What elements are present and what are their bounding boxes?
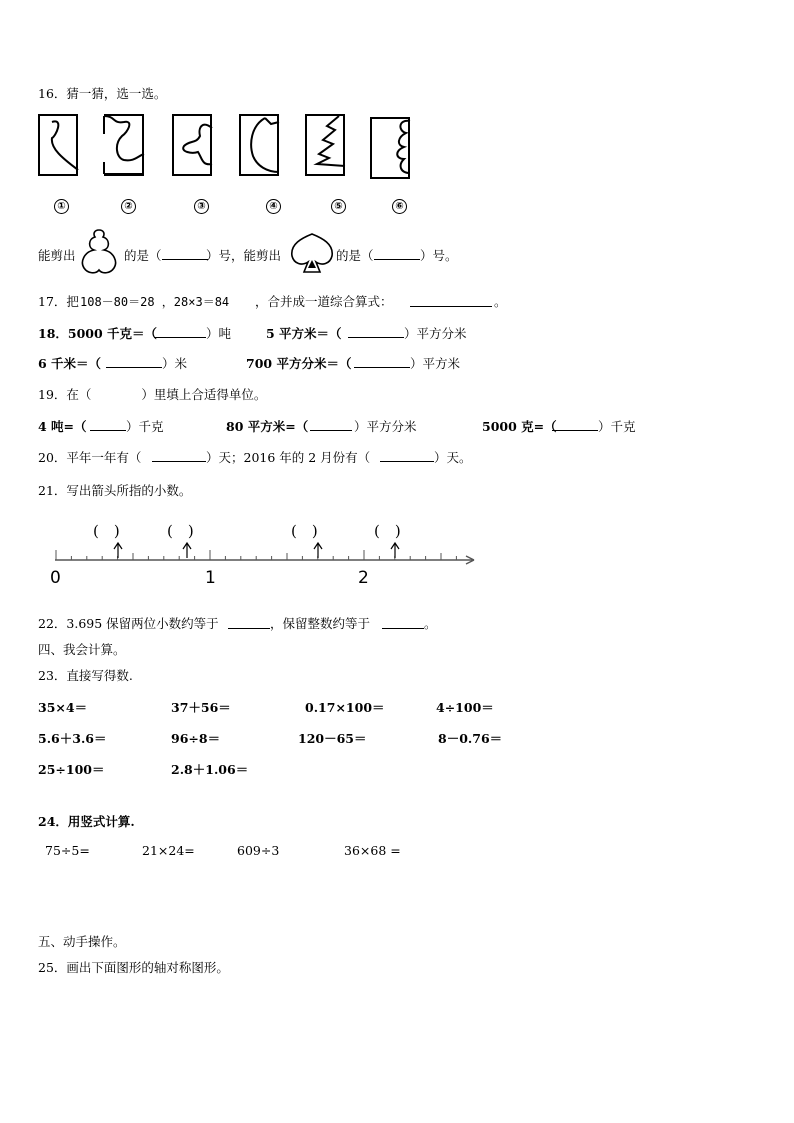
q22-b: ，保留整数约等于 [270,616,371,631]
q19-b1: 80 平方米=（ [226,419,309,434]
card-3-shape [172,114,212,176]
q23-item-7: 120－65＝ [298,731,367,746]
label-5: ⑤ [331,199,346,214]
q16-prompt-e: ）号。 [420,248,458,263]
q23-item-2: 37＋56＝ [171,700,231,715]
q18-d1: 700 平方分米＝（ [246,356,352,371]
q16-title: 16．猜一猜，选一选。 [38,86,167,101]
q23-item-3: 0.17×100＝ [305,700,385,715]
q16-prompt-b: 的是（ [124,248,162,263]
label-1: ① [54,199,69,214]
q23-item-8: 8－0.76＝ [438,731,503,746]
q18-a2: ）吨 [206,326,232,341]
q19-a2: ）千克 [126,419,164,434]
q18-c1: 6 千米＝（ [38,356,102,371]
q20-c: ）天。 [434,450,472,465]
q18-c2: ）米 [162,356,188,371]
q23-item-4: 4÷100＝ [436,700,494,715]
q20-a: 20．平年一年有（ [38,450,142,465]
q18-blank-a[interactable] [154,324,206,338]
q19-c1: 5000 克=（ [482,419,557,434]
q22-blank-1[interactable] [228,615,270,629]
q19-blank-b[interactable] [310,417,352,431]
q20-blank-1[interactable] [152,448,206,462]
q18-blank-c[interactable] [106,354,162,368]
q24-item-3: 609÷3 [237,843,280,858]
paren-2: ( ) [167,522,194,540]
q24-item-4: 36×68 = [344,843,401,858]
q18-d2: ）平方米 [410,356,461,371]
label-4: ④ [266,199,281,214]
card-2-shape [104,114,144,176]
q18-b1: 5 平方米＝（ [266,326,342,341]
q16-prompt-c: ）号，能剪出 [206,248,282,263]
paren-3: ( ) [291,522,318,540]
q17-end: 。 [494,294,507,309]
q17-suffix: ，合并成一道综合算式： [255,294,393,309]
q16-blank-1[interactable] [162,246,208,260]
q24-title: 24．用竖式计算. [38,814,135,829]
card-4-shape [239,114,279,176]
q23-item-10: 2.8＋1.06＝ [171,762,249,777]
q16-blank-2[interactable] [374,246,420,260]
q23-item-5: 5.6＋3.6＝ [38,731,107,746]
tick-label-1: 1 [205,568,216,588]
q20-b: ）天；2016 年的 2 月份有（ [206,450,371,465]
q17-answer-blank[interactable] [410,293,492,307]
q24-item-2: 21×24= [142,843,195,858]
paren-1: ( ) [93,522,120,540]
q22-c: 。 [424,616,437,631]
card-1-shape [38,114,78,176]
q18-b2: ）平方分米 [404,326,467,341]
q20-blank-2[interactable] [380,448,434,462]
section-4-heading: 四、我会计算。 [38,642,126,657]
gourd-icon [78,228,120,276]
q16-prompt-a: 能剪出 [38,248,76,263]
label-3: ③ [194,199,209,214]
q19-blank-c[interactable] [552,417,598,431]
q25-title: 25．画出下面图形的轴对称图形。 [38,960,229,975]
q23-title: 23．直接写得数. [38,668,133,683]
q23-item-1: 35×4＝ [38,700,88,715]
q18-blank-b[interactable] [348,324,404,338]
q17-prefix: 17．把 [38,294,79,309]
q16-prompt-d: 的是（ [336,248,374,263]
q19-b2: ）平方分米 [354,419,417,434]
spade-icon [288,230,336,274]
q23-item-6: 96÷8＝ [171,731,221,746]
section-5-heading: 五、动手操作。 [38,934,126,949]
label-2: ② [121,199,136,214]
card-5-shape [305,114,345,176]
label-6: ⑥ [392,199,407,214]
q24-item-1: 75÷5= [45,843,90,858]
q17-expression: 108－80＝28 ，28×3＝84 [80,295,230,309]
q18-blank-d[interactable] [354,354,410,368]
q21-title: 21．写出箭头所指的小数。 [38,483,192,498]
paren-4: ( ) [374,522,401,540]
q18-a1: 18．5000 千克＝（ [38,326,158,341]
q22-a: 22．3.695 保留两位小数约等于 [38,616,219,631]
q19-blank-a[interactable] [90,417,126,431]
number-line [0,530,794,590]
q19-a1: 4 吨=（ [38,419,87,434]
q22-blank-2[interactable] [382,615,424,629]
card-6-shape [370,117,410,179]
q19-title: 19．在（ ）里填上合适得单位。 [38,387,267,402]
tick-label-0: 0 [50,568,61,588]
q19-c2: ）千克 [598,419,636,434]
tick-label-2: 2 [358,568,369,588]
q23-item-9: 25÷100＝ [38,762,105,777]
